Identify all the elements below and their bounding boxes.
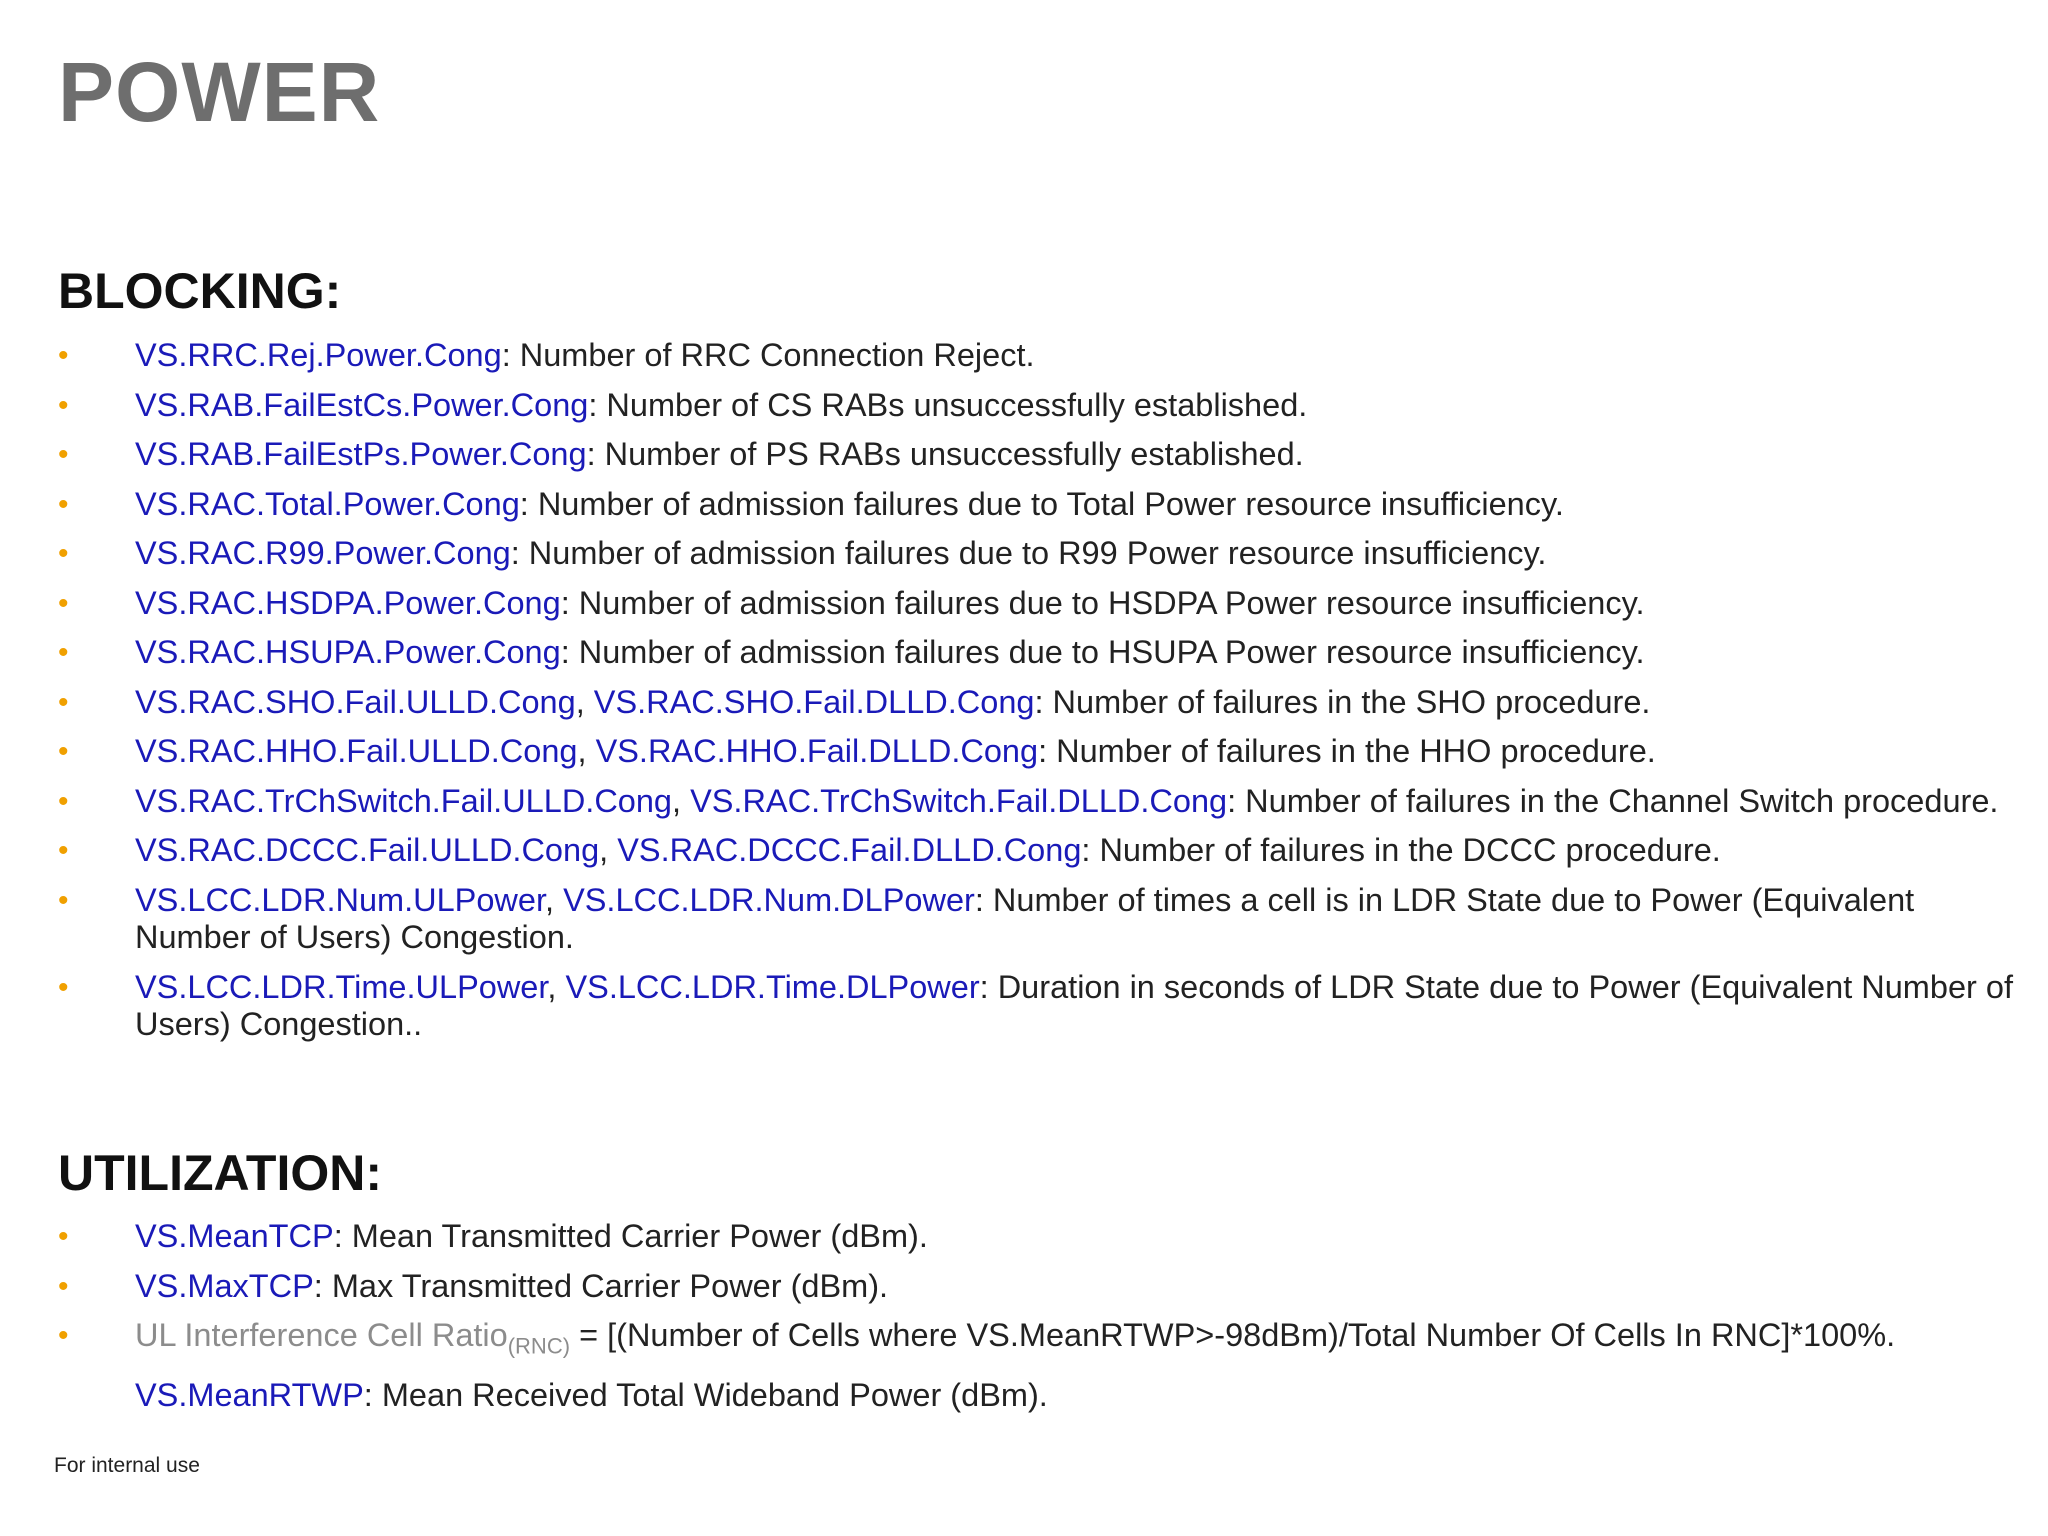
bullet-icon: • bbox=[58, 1319, 69, 1352]
counter-name: VS.RRC.Rej.Power.Cong bbox=[135, 337, 502, 373]
counter-description: : Mean Received Total Wideband Power (dBm). bbox=[363, 1377, 1048, 1413]
list-item bbox=[58, 1268, 2018, 1306]
counter-name: VS.RAC.Total.Power.Cong bbox=[135, 485, 520, 522]
counter-name: VS.MeanTCP bbox=[135, 1218, 334, 1254]
counter-name: VS.RAC.DCCC.Fail.ULLD.Cong bbox=[135, 832, 600, 868]
counter-name: VS.RAC.HSDPA.Power.Cong bbox=[135, 584, 561, 621]
list-item bbox=[58, 783, 2018, 821]
counter-description: : Number of CS RABs unsuccessfully established. bbox=[588, 386, 1308, 423]
list-item bbox=[58, 436, 2018, 474]
counter-name: VS.RAC.TrChSwitch.Fail.DLLD.Cong bbox=[690, 782, 1228, 819]
ratio-term-label: UL Interference Cell Ratio bbox=[135, 1317, 508, 1353]
counter-name: VS.MeanRTWP bbox=[135, 1377, 364, 1413]
bullet-icon: • bbox=[58, 586, 69, 620]
bullet-icon: • bbox=[58, 970, 69, 1004]
list-item bbox=[58, 1377, 2018, 1415]
counter-description: : Number of failures in the SHO procedure. bbox=[1034, 683, 1651, 720]
list-item bbox=[58, 882, 2018, 957]
bullet-icon: • bbox=[58, 636, 69, 669]
counter-name: VS.MaxTCP bbox=[135, 1267, 314, 1304]
bullet-icon: • bbox=[58, 685, 69, 719]
separator: , bbox=[672, 782, 691, 819]
counter-description: : Number of admission failures due to Total Power resource insufficiency. bbox=[519, 485, 1564, 522]
bullet-icon: • bbox=[58, 834, 69, 867]
list-item bbox=[58, 387, 2018, 425]
list-item bbox=[58, 1218, 2018, 1256]
list-item bbox=[58, 535, 2018, 573]
counter-name: VS.RAB.FailEstCs.Power.Cong bbox=[135, 386, 589, 423]
counter-description: : Number of failures in the Channel Switch procedure. bbox=[1227, 782, 1999, 819]
counter-name: VS.LCC.LDR.Time.DLPower bbox=[565, 968, 980, 1005]
counter-description: : Number of failures in the HHO procedure. bbox=[1038, 733, 1656, 769]
counter-name: VS.RAC.TrChSwitch.Fail.ULLD.Cong bbox=[135, 782, 673, 819]
list-item bbox=[58, 969, 2018, 1044]
list-item bbox=[58, 585, 2018, 623]
separator: , bbox=[547, 968, 566, 1005]
list-item bbox=[58, 486, 2018, 524]
counter-description: : Number of admission failures due to HSDPA Power resource insufficiency. bbox=[560, 584, 1645, 621]
counter-name: VS.RAC.R99.Power.Cong bbox=[135, 535, 511, 571]
counter-name: VS.RAC.HHO.Fail.ULLD.Cong bbox=[135, 733, 578, 769]
bullet-icon: • bbox=[58, 784, 69, 818]
bullet-icon: • bbox=[58, 339, 69, 372]
counter-description: : Number of PS RABs unsuccessfully established. bbox=[586, 436, 1304, 472]
footer-note: For internal use bbox=[54, 1454, 200, 1477]
bullet-icon: • bbox=[58, 1220, 69, 1253]
slide-title: POWER bbox=[58, 45, 381, 139]
ratio-formula: = [(Number of Cells where VS.MeanRTWP>-98dBm)/Total Number Of Cells In RNC]*100%. bbox=[570, 1317, 1896, 1353]
list-item bbox=[58, 832, 2018, 870]
list-item bbox=[58, 634, 2018, 672]
counter-name: VS.RAC.HHO.Fail.DLLD.Cong bbox=[595, 733, 1039, 769]
counter-description: : Number of admission failures due to R99 Power resource insufficiency. bbox=[510, 535, 1547, 571]
bullet-icon: • bbox=[58, 1269, 69, 1303]
counter-name: VS.LCC.LDR.Num.DLPower bbox=[563, 881, 975, 918]
list-item bbox=[58, 1317, 2018, 1365]
counter-description: : Number of admission failures due to HSUPA Power resource insufficiency. bbox=[560, 634, 1645, 670]
counter-name: VS.RAB.FailEstPs.Power.Cong bbox=[135, 436, 587, 472]
blocking-list bbox=[58, 337, 2018, 1056]
counter-name: VS.LCC.LDR.Time.ULPower bbox=[135, 968, 548, 1005]
bullet-icon: • bbox=[58, 537, 69, 570]
bullet-icon: • bbox=[58, 487, 69, 521]
separator: , bbox=[599, 832, 618, 868]
list-item bbox=[58, 733, 2018, 771]
counter-name: VS.LCC.LDR.Num.ULPower bbox=[135, 881, 545, 918]
separator: , bbox=[575, 683, 594, 720]
counter-description: : Max Transmitted Carrier Power (dBm). bbox=[313, 1267, 889, 1304]
counter-description: : Number of times a cell is in LDR State due to Power (Equivalent Number of Users) Congestion. bbox=[135, 881, 1915, 955]
bullet-icon: • bbox=[58, 438, 69, 471]
counter-name: VS.RAC.DCCC.Fail.DLLD.Cong bbox=[617, 832, 1082, 868]
bullet-icon: • bbox=[58, 883, 69, 917]
counter-name: VS.RAC.SHO.Fail.DLLD.Cong bbox=[593, 683, 1035, 720]
list-item bbox=[58, 684, 2018, 722]
bullet-icon: • bbox=[58, 388, 69, 422]
counter-name: VS.RAC.SHO.Fail.ULLD.Cong bbox=[135, 683, 576, 720]
counter-description: : Number of RRC Connection Reject. bbox=[501, 337, 1035, 373]
counter-description: : Mean Transmitted Carrier Power (dBm). bbox=[333, 1218, 928, 1254]
counter-name: VS.RAC.HSUPA.Power.Cong bbox=[135, 634, 561, 670]
utilization-list bbox=[58, 1218, 2018, 1427]
bullet-icon: • bbox=[58, 735, 69, 768]
ratio-term bbox=[135, 1317, 571, 1359]
separator: , bbox=[577, 733, 596, 769]
utilization-heading: UTILIZATION: bbox=[58, 1145, 382, 1201]
blocking-heading: BLOCKING: bbox=[58, 263, 342, 319]
ratio-term-subscript: (RNC) bbox=[507, 1333, 571, 1359]
counter-description: : Duration in seconds of LDR State due to Power (Equivalent Number of Users) Congestion.. bbox=[135, 968, 2013, 1042]
separator: , bbox=[545, 881, 564, 918]
list-item bbox=[58, 337, 2018, 375]
counter-description: : Number of failures in the DCCC procedure. bbox=[1081, 832, 1721, 868]
